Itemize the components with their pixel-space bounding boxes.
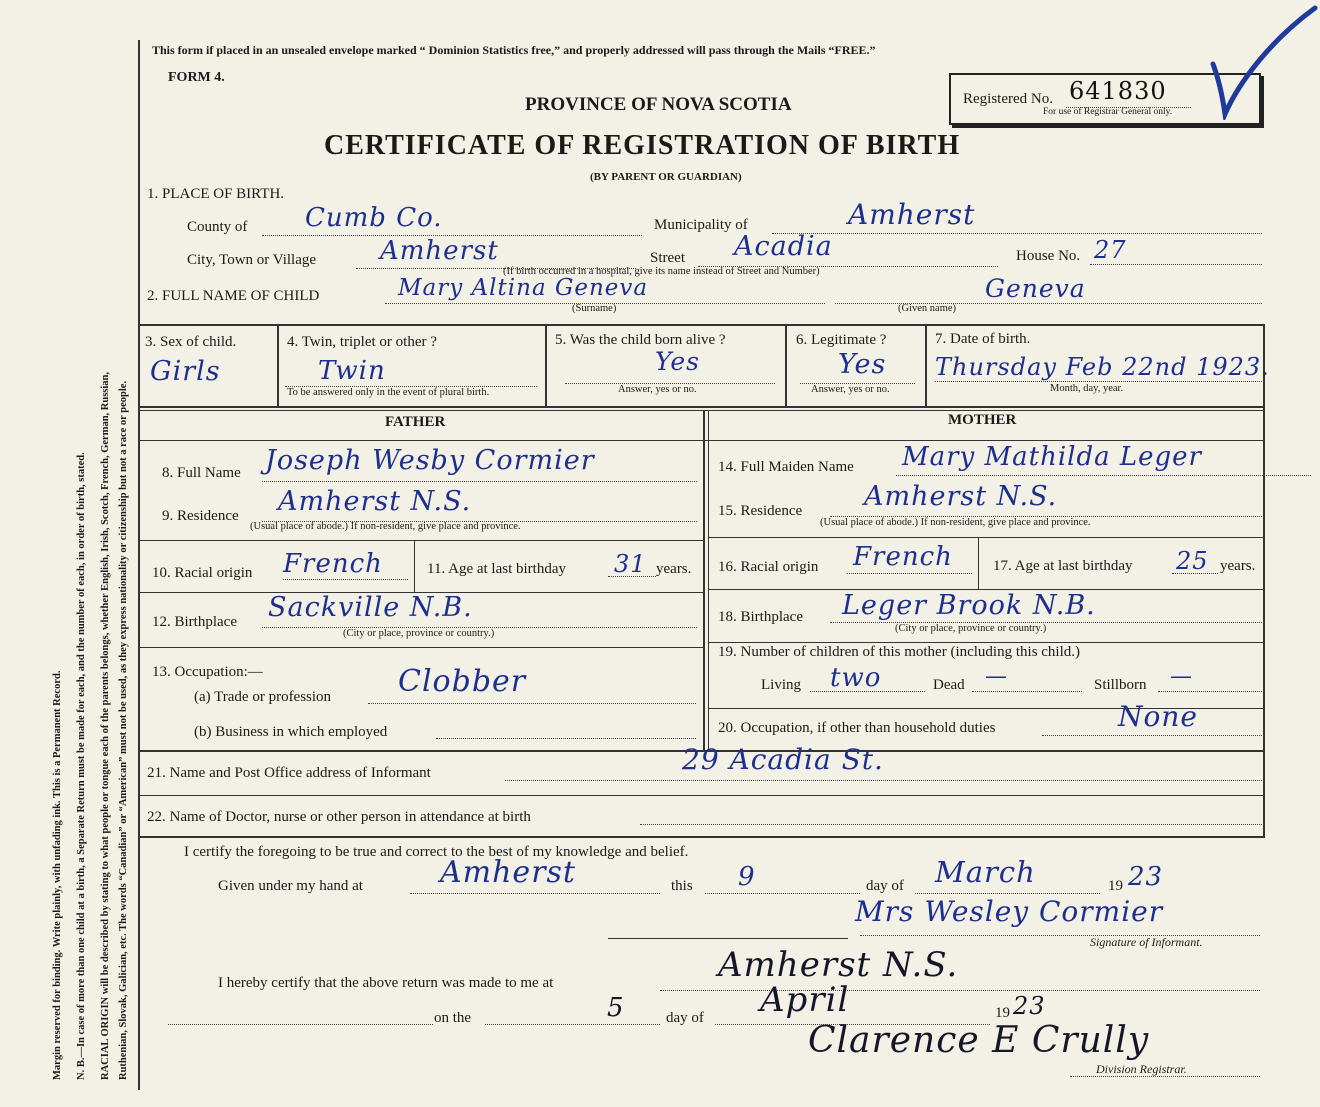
reg-day-of-label: day of xyxy=(666,1010,704,1026)
mother-rule-3 xyxy=(708,642,1265,643)
child-given-name: Geneva xyxy=(985,274,1086,303)
row3-top-rule xyxy=(140,324,1265,326)
street-value: Acadia xyxy=(734,231,833,262)
mother-residence-label: 15. Residence xyxy=(718,503,803,519)
place-heading: 1. PLACE OF BIRTH. xyxy=(147,186,285,202)
province-heading: PROVINCE OF NOVA SCOTIA xyxy=(525,94,792,115)
year-prefix: 19 xyxy=(1108,878,1123,894)
mother-birthplace-value: Leger Brook N.B. xyxy=(842,590,1096,621)
mother-heading: MOTHER xyxy=(948,412,1017,428)
father-name-value: Joseph Wesby Cormier xyxy=(265,445,595,476)
check-mark-icon xyxy=(1205,2,1320,120)
row3-div2 xyxy=(545,324,547,406)
informant-line xyxy=(505,780,1262,781)
city-label: City, Town or Village xyxy=(187,252,317,268)
registered-number: 641830 xyxy=(1069,77,1167,105)
house-label: House No. xyxy=(1016,248,1081,264)
given-label: Given under my hand at xyxy=(218,878,363,894)
mother-age-div xyxy=(978,537,979,589)
twin-note: To be answered only in the event of plural birth. xyxy=(287,387,490,398)
mother-age-label: 17. Age at last birthday xyxy=(993,558,1133,574)
municipality-label: Municipality of xyxy=(654,217,748,233)
margin-note-racial-origin: RACIAL ORIGIN will be described by stating to what people or tongue each of the parents belongs, whether English, Irish, Scotch, French, German, Russian, xyxy=(100,371,111,1080)
mother-age-value: 25 xyxy=(1176,547,1209,575)
row3-div4 xyxy=(925,324,927,406)
mother-racial-line xyxy=(847,573,972,574)
stillborn-value: — xyxy=(1170,664,1193,689)
sex-label: 3. Sex of child. xyxy=(145,334,237,350)
living-value: two xyxy=(830,663,882,693)
mother-name-label: 14. Full Maiden Name xyxy=(718,459,854,475)
margin-note-racial-origin-cont: Ruthenian, Slovak, Galician, etc. The words “Canadian” or “American” must not be used, as they express nationality or citizenship but not a race or people. xyxy=(118,380,129,1080)
municipality-line xyxy=(772,233,1262,234)
father-racial-line xyxy=(283,579,408,580)
reg-day-value: 5 xyxy=(607,993,625,1023)
county-value: Cumb Co. xyxy=(305,203,443,233)
year-value: 23 xyxy=(1128,862,1164,892)
father-racial-value: French xyxy=(283,549,383,579)
child-name-label: 2. FULL NAME OF CHILD xyxy=(147,288,320,304)
occupation-label: 13. Occupation:— xyxy=(152,664,263,680)
mother-racial-value: French xyxy=(853,542,953,572)
form-left-border xyxy=(138,40,140,1090)
on-the-label: on the xyxy=(434,1010,472,1026)
certificate-subtitle: (BY PARENT OR GUARDIAN) xyxy=(590,171,742,183)
margin-note-binding: Margin reserved for binding. Write plainly, with unfading ink. This is a Permanent Record. xyxy=(52,670,63,1080)
street-label: Street xyxy=(650,250,685,266)
certify-statement: I certify the foregoing to be true and correct to the best of my knowledge and belief. xyxy=(184,844,689,860)
father-residence-label: 9. Residence xyxy=(162,508,239,524)
surname-note: (Surname) xyxy=(572,303,617,314)
father-name-label: 8. Full Name xyxy=(162,465,241,481)
date-line xyxy=(935,381,1262,382)
mother-age-unit: years. xyxy=(1220,558,1256,574)
twin-label: 4. Twin, triplet or other ? xyxy=(287,334,437,350)
mother-rule-1 xyxy=(708,537,1265,538)
father-name-line xyxy=(262,481,697,482)
margin-note-multiple-births: N. B.—In case of more than one child at a birth, a Separate Return must be made for each, and the number of each, in order of birth, stated. xyxy=(76,452,87,1080)
doctor-bottom-rule xyxy=(140,836,1265,838)
alive-label: 5. Was the child born alive ? xyxy=(555,332,726,348)
informant-label: 21. Name and Post Office address of Informant xyxy=(147,765,431,781)
living-label: Living xyxy=(761,677,801,693)
mother-birthplace-note: (City or place, province or country.) xyxy=(895,623,1047,634)
father-age-value: 31 xyxy=(614,550,647,578)
business-line xyxy=(436,738,696,739)
informant-signature: Mrs Wesley Cormier xyxy=(855,895,1164,928)
father-age-label: 11. Age at last birthday xyxy=(427,561,566,577)
mother-birthplace-label: 18. Birthplace xyxy=(718,609,803,625)
dead-label: Dead xyxy=(933,677,965,693)
father-birthplace-note: (City or place, province or country.) xyxy=(343,628,495,639)
reg-year-prefix: 19 xyxy=(995,1005,1010,1021)
mother-occupation-label: 20. Occupation, if other than household duties xyxy=(718,720,996,736)
father-age-div xyxy=(414,540,415,592)
county-label: County of xyxy=(187,219,248,235)
date-note: Month, day, year. xyxy=(1050,383,1124,394)
business-label: (b) Business in which employed xyxy=(194,724,388,740)
trade-line xyxy=(368,703,696,704)
mother-residence-value: Amherst N.S. xyxy=(864,481,1058,512)
mother-name-line xyxy=(896,475,1311,476)
legit-label: 6. Legitimate ? xyxy=(796,332,887,348)
form-number: FORM 4. xyxy=(168,70,225,85)
father-age-unit: years. xyxy=(656,561,692,577)
twin-value: Twin xyxy=(318,356,386,386)
mother-occupation-value: None xyxy=(1118,700,1198,733)
registrar-signature: Clarence E Crully xyxy=(808,1020,1150,1061)
signature-label: Signature of Informant. xyxy=(1090,935,1203,949)
doctor-line xyxy=(640,824,1262,825)
given-place-line xyxy=(410,893,660,894)
registrar-label: Division Registrar. xyxy=(1096,1062,1187,1076)
child-surname: Mary Altina Geneva xyxy=(398,275,649,301)
mail-notice: This form if placed in an unsealed envelope marked “ Dominion Statistics free,” and properly addressed will pass through the Mails “FREE.” xyxy=(152,43,876,57)
stillborn-line xyxy=(1158,691,1262,692)
father-rule-1 xyxy=(140,540,703,541)
registered-note: For use of Registrar General only. xyxy=(1043,107,1173,117)
father-rule-3 xyxy=(140,647,703,648)
house-value: 27 xyxy=(1094,236,1127,264)
father-residence-value: Amherst N.S. xyxy=(278,486,472,517)
registrar-place-line xyxy=(660,990,1260,991)
day-of-label: day of xyxy=(866,878,904,894)
municipality-value: Amherst xyxy=(848,198,976,231)
father-birthplace-label: 12. Birthplace xyxy=(152,614,237,630)
parents-center-div-2 xyxy=(708,410,709,750)
mother-residence-note: (Usual place of abode.) If non-resident, give place and province. xyxy=(820,517,1091,528)
father-birthplace-value: Sackville N.B. xyxy=(268,592,473,623)
sex-value: Girls xyxy=(150,356,221,387)
parents-head-rule xyxy=(140,440,1265,441)
this-label: this xyxy=(671,878,693,894)
registrar-lead-line xyxy=(168,1024,433,1025)
day-line xyxy=(705,893,860,894)
form-right-border xyxy=(1263,324,1265,836)
row3-div3 xyxy=(785,324,787,406)
registrar-place: Amherst N.S. xyxy=(718,945,959,985)
informant-bottom-rule xyxy=(140,795,1265,796)
month-line xyxy=(915,893,1100,894)
children-label: 19. Number of children of this mother (including this child.) xyxy=(718,644,1081,660)
trade-value: Clobber xyxy=(398,664,527,699)
reg-month-value: April xyxy=(760,980,850,1020)
day-value: 9 xyxy=(738,862,756,892)
father-heading: FATHER xyxy=(385,414,446,430)
reg-year-value: 23 xyxy=(1013,992,1046,1020)
alive-note: Answer, yes or no. xyxy=(618,384,697,395)
informant-value: 29 Acadia St. xyxy=(682,743,884,776)
parents-top-rule xyxy=(140,406,1265,408)
separator-rule xyxy=(608,938,848,939)
given-place-value: Amherst xyxy=(440,855,576,890)
house-line xyxy=(1090,264,1262,265)
trade-label: (a) Trade or profession xyxy=(194,689,332,705)
month-value: March xyxy=(935,855,1036,889)
city-value: Amherst xyxy=(380,236,499,266)
legit-value: Yes xyxy=(838,349,887,380)
stillborn-label: Stillborn xyxy=(1094,677,1147,693)
registered-label: Registered No. xyxy=(963,91,1053,107)
alive-value: Yes xyxy=(655,347,700,376)
certificate-title: CERTIFICATE OF REGISTRATION OF BIRTH xyxy=(324,130,961,161)
dead-value: — xyxy=(985,664,1008,689)
given-note: (Given name) xyxy=(898,303,957,314)
date-value: Thursday Feb 22nd 1923. xyxy=(935,353,1270,381)
doctor-label: 22. Name of Doctor, nurse or other person in attendance at birth xyxy=(147,809,531,825)
hospital-note: (If birth occurred in a hospital, give its name instead of Street and Number) xyxy=(503,266,820,277)
registrar-statement: I hereby certify that the above return was made to me at xyxy=(218,975,554,991)
reg-day-line xyxy=(485,1024,660,1025)
mother-name-value: Mary Mathilda Leger xyxy=(902,442,1202,472)
father-racial-label: 10. Racial origin xyxy=(152,565,253,581)
dead-line xyxy=(972,691,1082,692)
legit-note: Answer, yes or no. xyxy=(811,384,890,395)
mother-racial-label: 16. Racial origin xyxy=(718,559,819,575)
date-label: 7. Date of birth. xyxy=(935,331,1031,347)
mother-occupation-line xyxy=(1042,735,1262,736)
row3-div1 xyxy=(277,324,279,406)
parents-center-div xyxy=(703,410,705,750)
father-residence-note: (Usual place of abode.) If non-resident, give place and province. xyxy=(250,521,521,532)
